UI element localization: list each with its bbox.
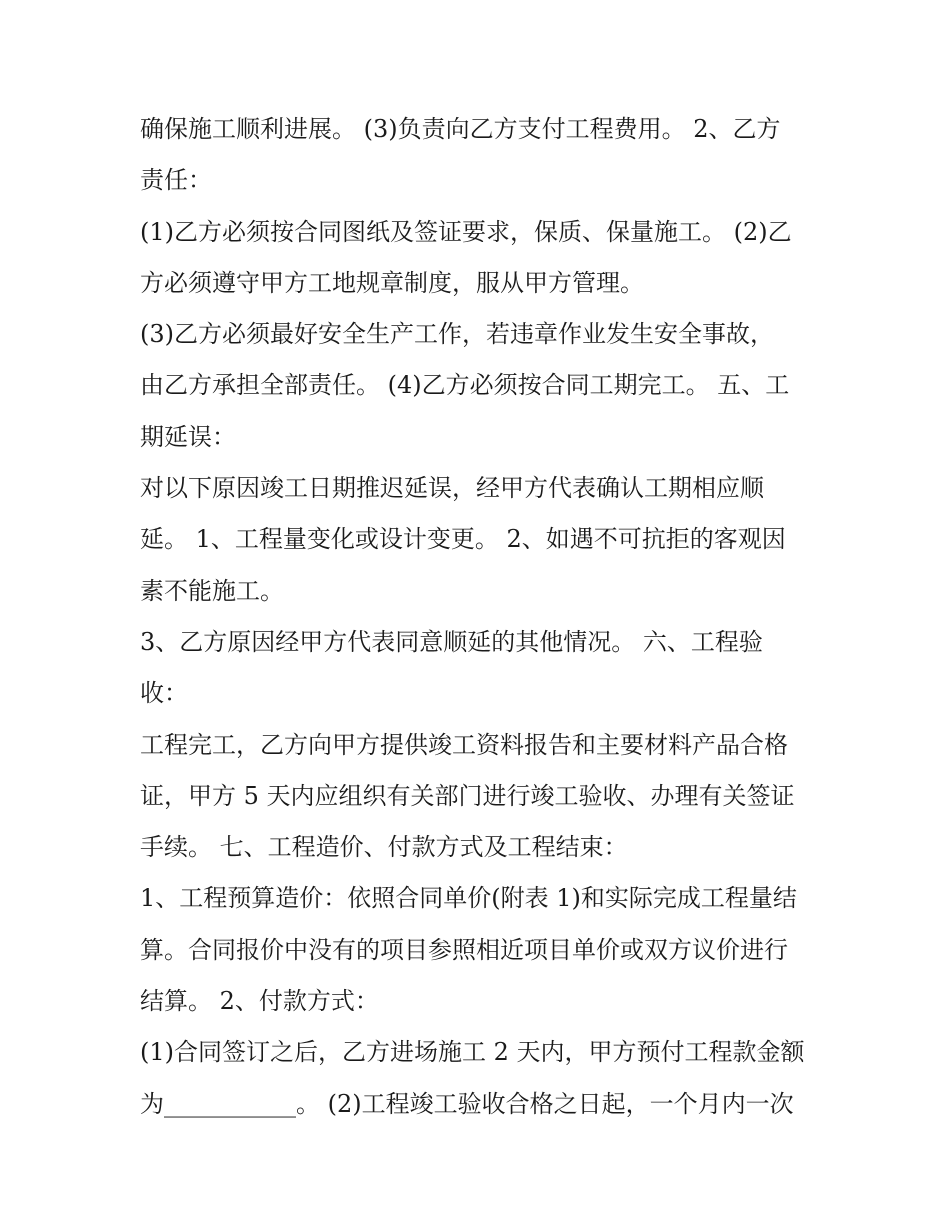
text-line-11: 3、乙方原因经甲方代表同意顺延的其他情况。 六、工程验 [140, 627, 763, 656]
text-line-2: 责任： [140, 166, 212, 195]
text-line-5: (3)乙方必须最好安全生产工作，若违章作业发生安全事故， [140, 320, 774, 349]
contract-text [140, 104, 820, 1130]
text-line-12: 收： [140, 679, 188, 708]
text-line-13: 工程完工，乙方向甲方提供竣工资料报告和主要材料产品合格 [140, 730, 788, 759]
text-line-1: 确保施工顺利进展。 (3)负责向乙方支付工程费用。 2、乙方 [140, 115, 781, 143]
text-line-19: (1)合同签订之后，乙方进场施工 2 天内，甲方预付工程款金额 [140, 1038, 805, 1067]
text-line-10: 素不能施工。 [140, 576, 284, 605]
text-line-15: 手续。 七、工程造价、付款方式及工程结束： [140, 833, 628, 862]
text-line-16: 1、工程预算造价：依照合同单价(附表 1)和实际完成工程量结 [140, 884, 797, 913]
text-line-17: 算。合同报价中没有的项目参照相近项目单价或双方议价进行 [140, 935, 788, 964]
text-line-8: 对以下原因竣工日期推迟延误，经甲方代表确认工期相应顺 [140, 474, 764, 503]
text-line-9: 延。 1、工程量变化或设计变更。 2、如遇不可抗拒的客观因 [140, 525, 786, 554]
text-line-4: 方必须遵守甲方工地规章制度，服从甲方管理。 [140, 268, 644, 297]
text-line-14: 证，甲方 5 天内应组织有关部门进行竣工验收、办理有关签证 [140, 781, 795, 810]
text-line-18: 结算。 2、付款方式： [140, 987, 379, 1016]
text-line-20: 为___________。 (2)工程竣工验收合格之日起，一个月内一次 [140, 1089, 794, 1118]
text-line-7: 期延误： [140, 422, 236, 451]
text-line-3: (1)乙方必须按合同图纸及签证要求，保质、保量施工。 (2)乙 [140, 217, 792, 246]
text-line-6: 由乙方承担全部责任。 (4)乙方必须按合同工期完工。 五、工 [140, 371, 790, 400]
